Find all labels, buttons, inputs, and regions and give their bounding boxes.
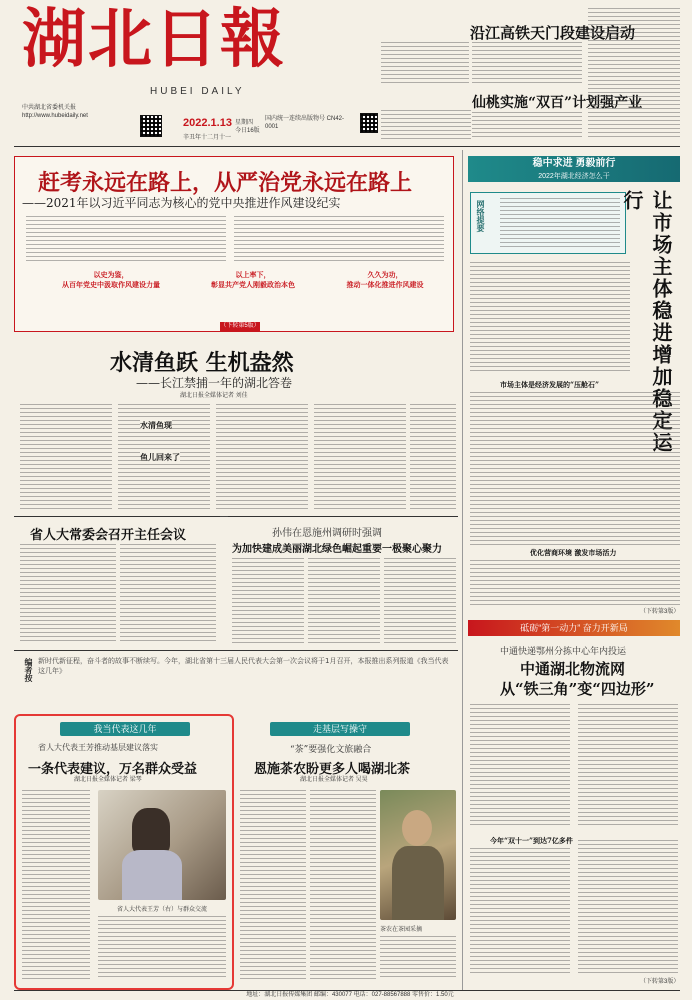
weekday: 星期四 <box>235 120 254 126</box>
feature2-byline: 湖北日报全媒体记者 吴昊 <box>300 777 368 783</box>
masthead-english: HUBEI DAILY <box>150 86 245 97</box>
water-body-col1 <box>20 404 112 512</box>
publisher-line: 中共湖北省委机关报 <box>22 105 77 111</box>
feature1-caption: 省人大代表王芳（右）与群众交流 <box>116 906 207 913</box>
right-body-3 <box>470 560 680 606</box>
feature1-banner: 我当代表这几年 <box>60 722 190 736</box>
enshi-body-3 <box>384 558 456 644</box>
xiantao-body-left <box>381 110 471 140</box>
right-banner-sub: 2022年湖北经济怎么干 <box>538 173 610 180</box>
lead-body-right <box>234 216 444 264</box>
feature1-body-1 <box>22 790 90 980</box>
lead-callout-3: 久久为功， 推动一体化推进作风建设 <box>346 272 424 289</box>
feature2-body-3 <box>380 936 456 980</box>
feature2-body-1 <box>240 790 306 980</box>
xiantao-body-right <box>472 112 582 140</box>
website-link[interactable]: http://www.hubeidaily.net <box>22 113 88 119</box>
logistics-title[interactable]: 中通湖北物流网 <box>520 660 626 678</box>
feature1-photo <box>98 790 226 900</box>
qr-code-icon[interactable] <box>360 113 378 133</box>
enshi-body-2 <box>308 558 380 644</box>
right-jump[interactable]: （下转第3版） <box>640 609 680 615</box>
water-body-col4 <box>314 404 406 512</box>
divider <box>14 146 680 147</box>
lead-callout-1: 以史为鉴， 从百年党史中汲取作风建设力量 <box>62 272 160 289</box>
railway-body-left <box>381 42 469 86</box>
logistics-kicker: 中通快递鄂州分拣中心年内投运 <box>500 647 627 657</box>
headline-xiantao[interactable]: 仙桃实施“双百”计划强产业 <box>472 95 643 111</box>
logistics-body-3 <box>470 848 570 974</box>
column-rule <box>462 150 463 990</box>
lunar-date: 辛丑年十二月十一 <box>183 135 232 141</box>
today-pages: 今日16版 <box>235 128 260 134</box>
preview-label: 编者按 <box>24 658 33 682</box>
lead-jump[interactable]: （下转第5版） <box>220 323 260 329</box>
logistics-banner: 砥砺“第一动力” 奋力开新局 <box>468 620 680 636</box>
qr-code-icon[interactable] <box>140 115 162 137</box>
divider <box>14 516 458 517</box>
enshi-body-1 <box>232 558 304 644</box>
lead-title[interactable]: 赶考永远在路上，从严治党永远在路上 <box>38 170 413 196</box>
summary-label: 网络提要 <box>476 200 486 232</box>
feature1-body-2 <box>98 916 226 980</box>
feature2-caption: 茶农在茶园采摘 <box>380 926 423 933</box>
feature1-kicker: 省人大代表王芳推动基层建议落实 <box>38 743 158 752</box>
water-subtitle: ——长江禁捕一年的湖北答卷 <box>136 376 293 390</box>
logistics-body-2 <box>578 704 678 828</box>
logistics-body-4 <box>578 840 678 974</box>
right-banner <box>468 156 680 182</box>
right-banner-title: 稳中求进 勇毅前行 <box>532 158 616 169</box>
spacer <box>220 516 228 520</box>
water-byline: 湖北日报全媒体记者 刘佳 <box>180 393 248 399</box>
right-vertical-title[interactable]: 让市场主体稳进增加稳定运行 <box>620 190 673 454</box>
right-body-2 <box>470 392 680 546</box>
feature1-byline: 湖北日报全媒体记者 梁琴 <box>74 777 142 783</box>
headline-railway[interactable]: 沿江高铁天门段建设启动 <box>470 24 636 42</box>
far-right-brief <box>588 8 680 140</box>
right-section-1: 市场主体是经济发展的“压舱石” <box>500 380 600 389</box>
logistics-jump[interactable]: （下转第3版） <box>640 979 680 985</box>
logistics-title-2[interactable]: 从“铁三角”变“四边形” <box>500 680 655 698</box>
congress-body-1 <box>20 544 116 644</box>
enshi-kicker: 孙伟在恩施州调研时强调 <box>272 528 382 539</box>
masthead-title: 湖北日報 <box>22 2 286 77</box>
congress-body-2 <box>120 544 216 644</box>
water-title[interactable]: 水清鱼跃 生机盎然 <box>110 350 294 376</box>
enshi-title[interactable]: 为加快建成美丽湖北绿色崛起重要一极聚心聚力 <box>232 544 442 555</box>
preview-text: 新时代新征程，奋斗者的故事不断续写。今年，湖北省第十三届人民代表大会第一次会议将于1月召开，本报推出系列报道《我当代表这几年》 <box>38 657 449 675</box>
right-section-2: 优化营商环境 激发市场活力 <box>530 548 617 557</box>
right-body-1 <box>470 262 630 374</box>
water-body-col3 <box>216 404 308 512</box>
logistics-body-1 <box>470 704 570 828</box>
logistics-section: 今年“双十一”到达7亿多件 <box>490 836 573 845</box>
water-section-2: 鱼儿回来了 <box>140 452 180 462</box>
feature2-body-2 <box>310 790 376 980</box>
summary-text <box>500 198 620 250</box>
water-body-col5 <box>410 404 456 512</box>
lead-body-left <box>26 216 226 264</box>
issue-date: 2022.1.13 <box>183 117 232 129</box>
lead-subtitle: ——2021年以习近平同志为核心的党中央推进作风建设纪实 <box>22 196 341 210</box>
lead-callout-2: 以上率下， 彰显共产党人刚毅政治本色 <box>211 272 295 289</box>
feature2-banner: 走基层写操守 <box>270 722 410 736</box>
feature2-photo <box>380 790 456 920</box>
railway-body-right <box>472 42 582 86</box>
footer-text: 地址：湖北日报传媒集团 邮编：430077 电话：027-88567888 零售价：1.50元 <box>246 992 454 998</box>
issue-info: 国内统一连续出版物号 CN42-0001 <box>265 116 345 130</box>
feature2-kicker: “茶”要强化文旅融合 <box>290 745 372 755</box>
divider <box>14 650 458 651</box>
feature1-title[interactable]: 一条代表建议，万名群众受益 <box>28 762 198 777</box>
water-section-1: 水清鱼现 <box>140 420 172 430</box>
feature2-title[interactable]: 恩施茶农盼更多人喝湖北茶 <box>254 762 411 777</box>
congress-title[interactable]: 省人大常委会召开主任会议 <box>30 528 187 543</box>
